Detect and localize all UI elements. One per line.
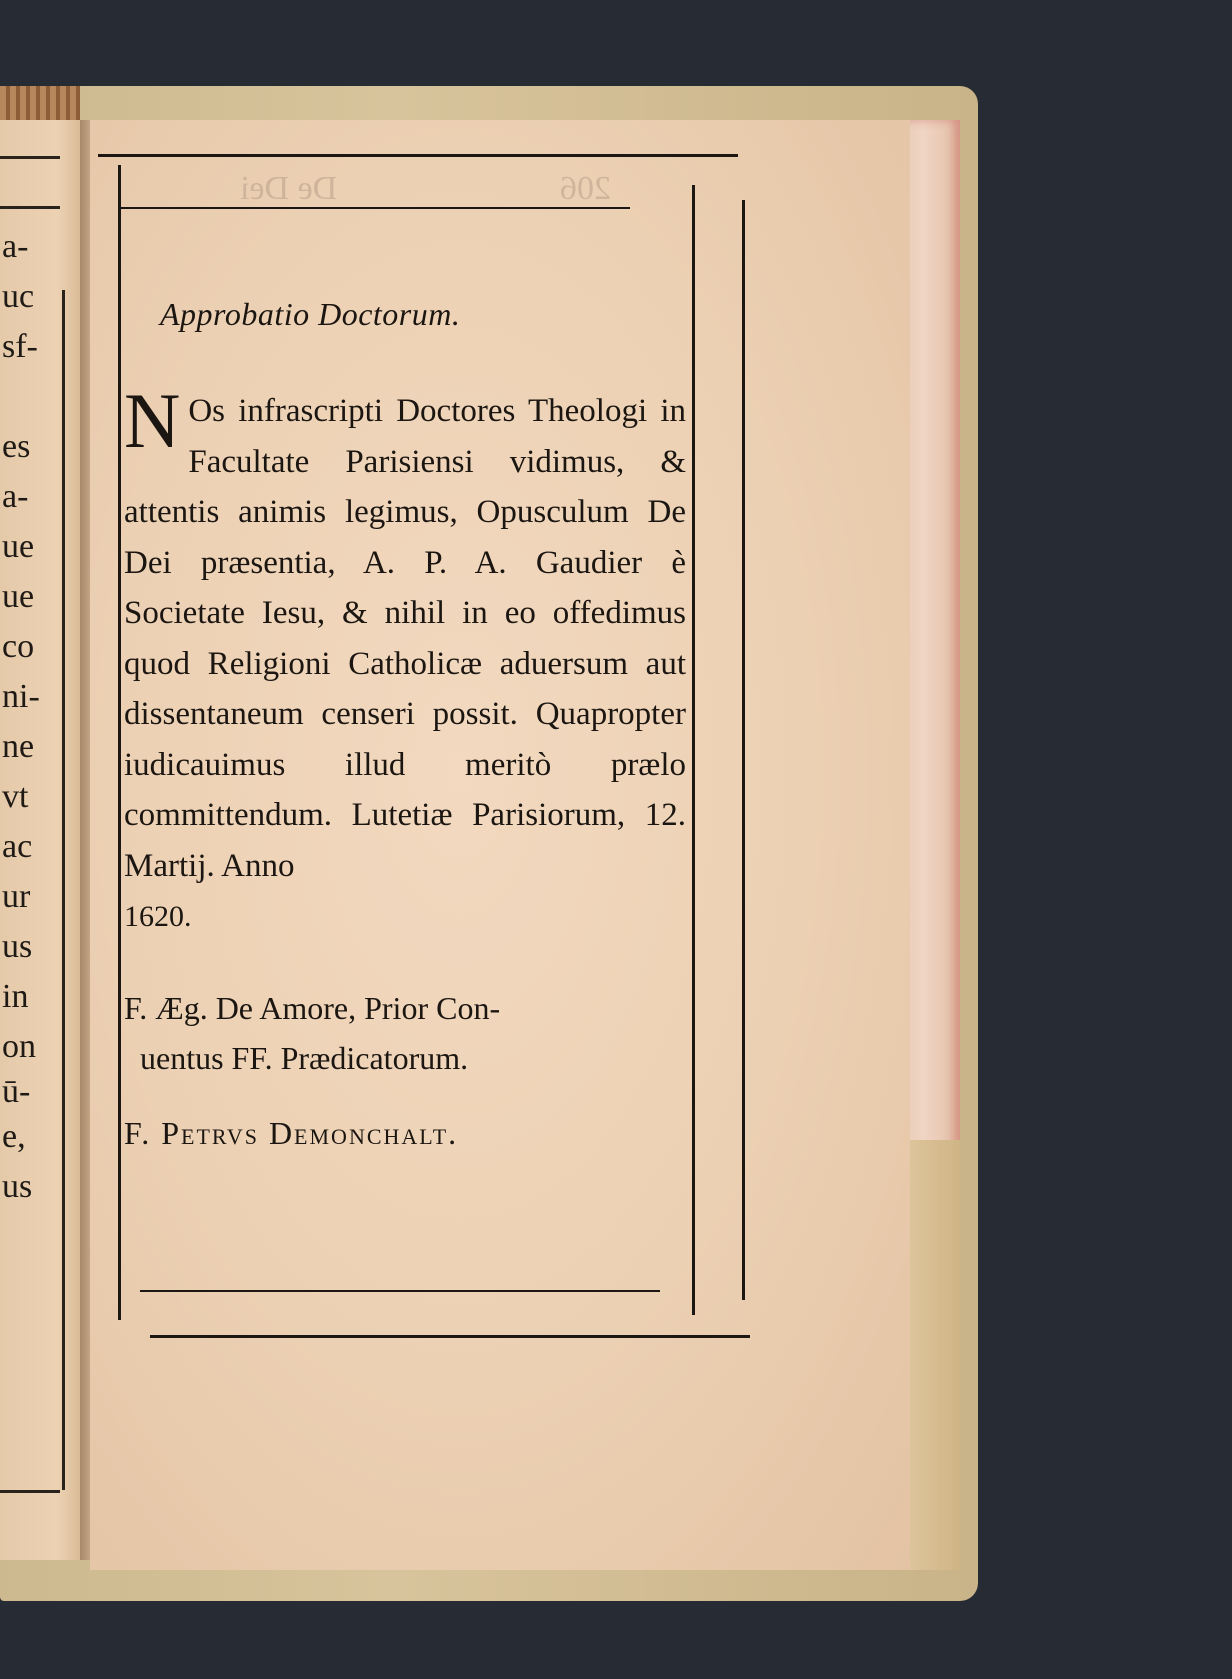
previous-page-text-fragment: ū-	[2, 1073, 31, 1110]
previous-page-text-fragment: ur	[2, 878, 31, 915]
previous-page-text-fragment: ue	[2, 528, 35, 565]
bleed-header-right: 206	[560, 170, 611, 207]
left-frame-rule	[118, 165, 121, 1320]
previous-page-text-fragment: e,	[2, 1118, 26, 1155]
year-line: 1620.	[124, 900, 192, 933]
previous-page-text-fragment: vt	[2, 778, 29, 815]
drop-cap: N	[124, 377, 181, 464]
top-rule	[98, 154, 738, 157]
vellum-edge	[910, 1140, 960, 1570]
footer-rule	[150, 1335, 750, 1338]
header-rule	[118, 207, 630, 209]
previous-page-text-fragment: on	[2, 1028, 36, 1065]
previous-page-rule	[0, 206, 60, 209]
previous-page-text-fragment: a-	[2, 228, 29, 265]
previous-page-rule	[0, 1490, 60, 1493]
bleed-header-left: De Dei	[240, 170, 338, 207]
signature-1-line-1: F. Æg. De Amore, Prior Con-	[124, 990, 501, 1026]
previous-page-text-fragment: us	[2, 928, 33, 965]
previous-page-text-fragment: co	[2, 628, 35, 665]
previous-page-text-fragment: sf-	[2, 328, 38, 365]
previous-page-text-fragment: ne	[2, 728, 35, 765]
previous-page-text-fragment: es	[2, 428, 31, 465]
previous-page-text-fragment: uc	[2, 278, 35, 315]
page-title: Approbatio Doctorum.	[160, 296, 461, 332]
outer-frame-rule	[742, 200, 745, 1300]
approbation-body: Os infrascripti Doctores Theologi in Facultate Parisiensi vidimus, & attentis animis legimus, Opusculum De Dei præsentia, A. P. A. Gaudier è Societate Iesu, & nihil in eo offedimus quod Religioni Catholicæ aduersum aut dissentaneum censeri possit. Quapropter iudicauimus illud meritò prælo committendum. Lutetiæ Parisiorum, 12. Martij. Anno	[124, 393, 686, 884]
previous-page	[0, 120, 82, 1560]
previous-page-frame	[62, 290, 65, 1490]
previous-page-text-fragment: a-	[2, 478, 29, 515]
right-frame-rule	[692, 185, 695, 1315]
previous-page-text-fragment: us	[2, 1168, 33, 1205]
previous-page-text-fragment: ac	[2, 828, 33, 865]
signature-1-line-2: uentus FF. Prædicatorum.	[140, 1040, 469, 1076]
previous-page-text-fragment: in	[2, 978, 29, 1015]
previous-page-text-fragment: ue	[2, 578, 35, 615]
bottom-rule	[140, 1290, 660, 1292]
signature-2: F. Petrvs Demonchalt.	[124, 1115, 459, 1151]
previous-page-rule	[0, 156, 60, 159]
approbation-text	[124, 377, 686, 891]
previous-page-text-fragment: ni-	[2, 678, 40, 715]
